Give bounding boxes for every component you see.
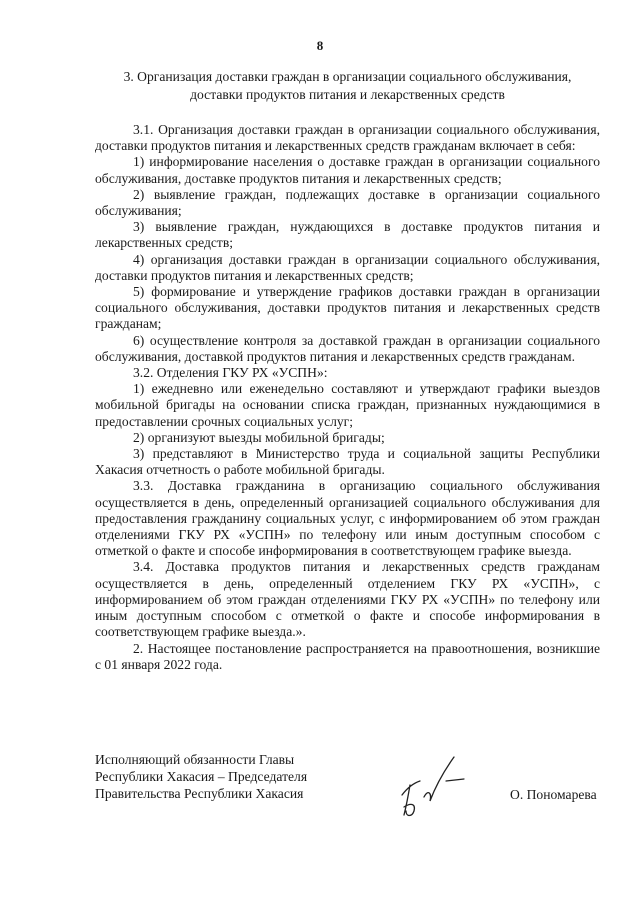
page-number: 8: [316, 38, 324, 53]
section-heading-line-2: доставки продуктов питания и лекарственных средств: [190, 86, 505, 102]
signatory-title-line-3: Правительства Республики Хакасия: [95, 786, 304, 801]
paragraph-3-1-item-3: 3) выявление граждан, нуждающихся в доставке продуктов питания и лекарственных средств;: [95, 219, 600, 251]
paragraph-3-1-item-1: 1) информирование населения о доставке граждан в организации социального обслуживания, доставке продуктов питания и лекарственных средств;: [95, 154, 600, 186]
signatory-title-line-2: Республики Хакасия – Председателя: [95, 769, 308, 784]
paragraph-3-1: 3.1. Организация доставки граждан в организации социального обслуживания, доставки продуктов питания и лекарственных средств гражданам включает в себя:: [95, 122, 600, 154]
paragraph-3-2-item-2: 2) организуют выезды мобильной бригады;: [133, 429, 385, 445]
paragraph-3-1-item-2: 2) выявление граждан, подлежащих доставке в организации социального обслуживания;: [95, 186, 600, 219]
paragraph-3-1-item-5: 5) формирование и утверждение графиков доставки граждан в организации социального обслуживания, доставки продуктов питания и лекарственных средств гражданам;: [95, 284, 600, 332]
paragraph-2: 2. Настоящее постановление распространяется на правоотношения, возникшие с 01 января 2022 года.: [95, 640, 600, 672]
section-heading: [95, 68, 600, 103]
paragraph-3-3: 3.3. Доставка гражданина в организацию социального обслуживания осуществляется в день, определенный организацией социального обслуживания для предоставления гражданину социальных услуг, с информированием об этом граждан отделениями ГКУ РХ «УСПН» по телефону или иным доступным способом с отметкой о факте и способе информирования в соответствующем графике выезда.: [95, 478, 600, 559]
paragraph-3-2: 3.2. Отделения ГКУ РХ «УСПН»:: [133, 365, 328, 381]
paragraph-3-1-item-6: 6) осуществление контроля за доставкой граждан в организации социального обслуживания, доставкой продуктов питания и лекарственных средств гражданам.: [95, 332, 600, 364]
paragraph-3-1-item-4: 4) организация доставки граждан в организации социального обслуживания, доставки продуктов питания и лекарственных средств;: [95, 251, 600, 283]
section-heading-line-1: 3. Организация доставки граждан в организации социального обслуживания,: [123, 69, 572, 84]
paragraph-3-2-item-1: 1) ежедневно или еженедельно составляют и утверждают графики выездов мобильной бригады на основании списка граждан, признанных нуждающимися в предоставлении срочных социальных услуг;: [95, 381, 600, 429]
paragraph-3-2-item-3: 3) представляют в Министерство труда и социальной защиты Республики Хакасия отчетность о работе мобильной бригады.: [95, 446, 600, 478]
signatory-title: [95, 751, 307, 802]
paragraph-3-4: 3.4. Доставка продуктов питания и лекарственных средств гражданам осуществляется в день, определенный отделением ГКУ РХ «УСПН», с информированием об этом граждан отделениями ГКУ РХ «УСПН» по телефону или иным доступным способом с отметкой о факте и способе информирования в соответствующем графике выезда.».: [95, 559, 600, 640]
body-text: [95, 122, 600, 673]
handwritten-signature: [390, 745, 470, 825]
signer-name: О. Пономарева: [510, 787, 597, 802]
signatory-title-line-1: Исполняющий обязанности Главы: [95, 752, 295, 767]
